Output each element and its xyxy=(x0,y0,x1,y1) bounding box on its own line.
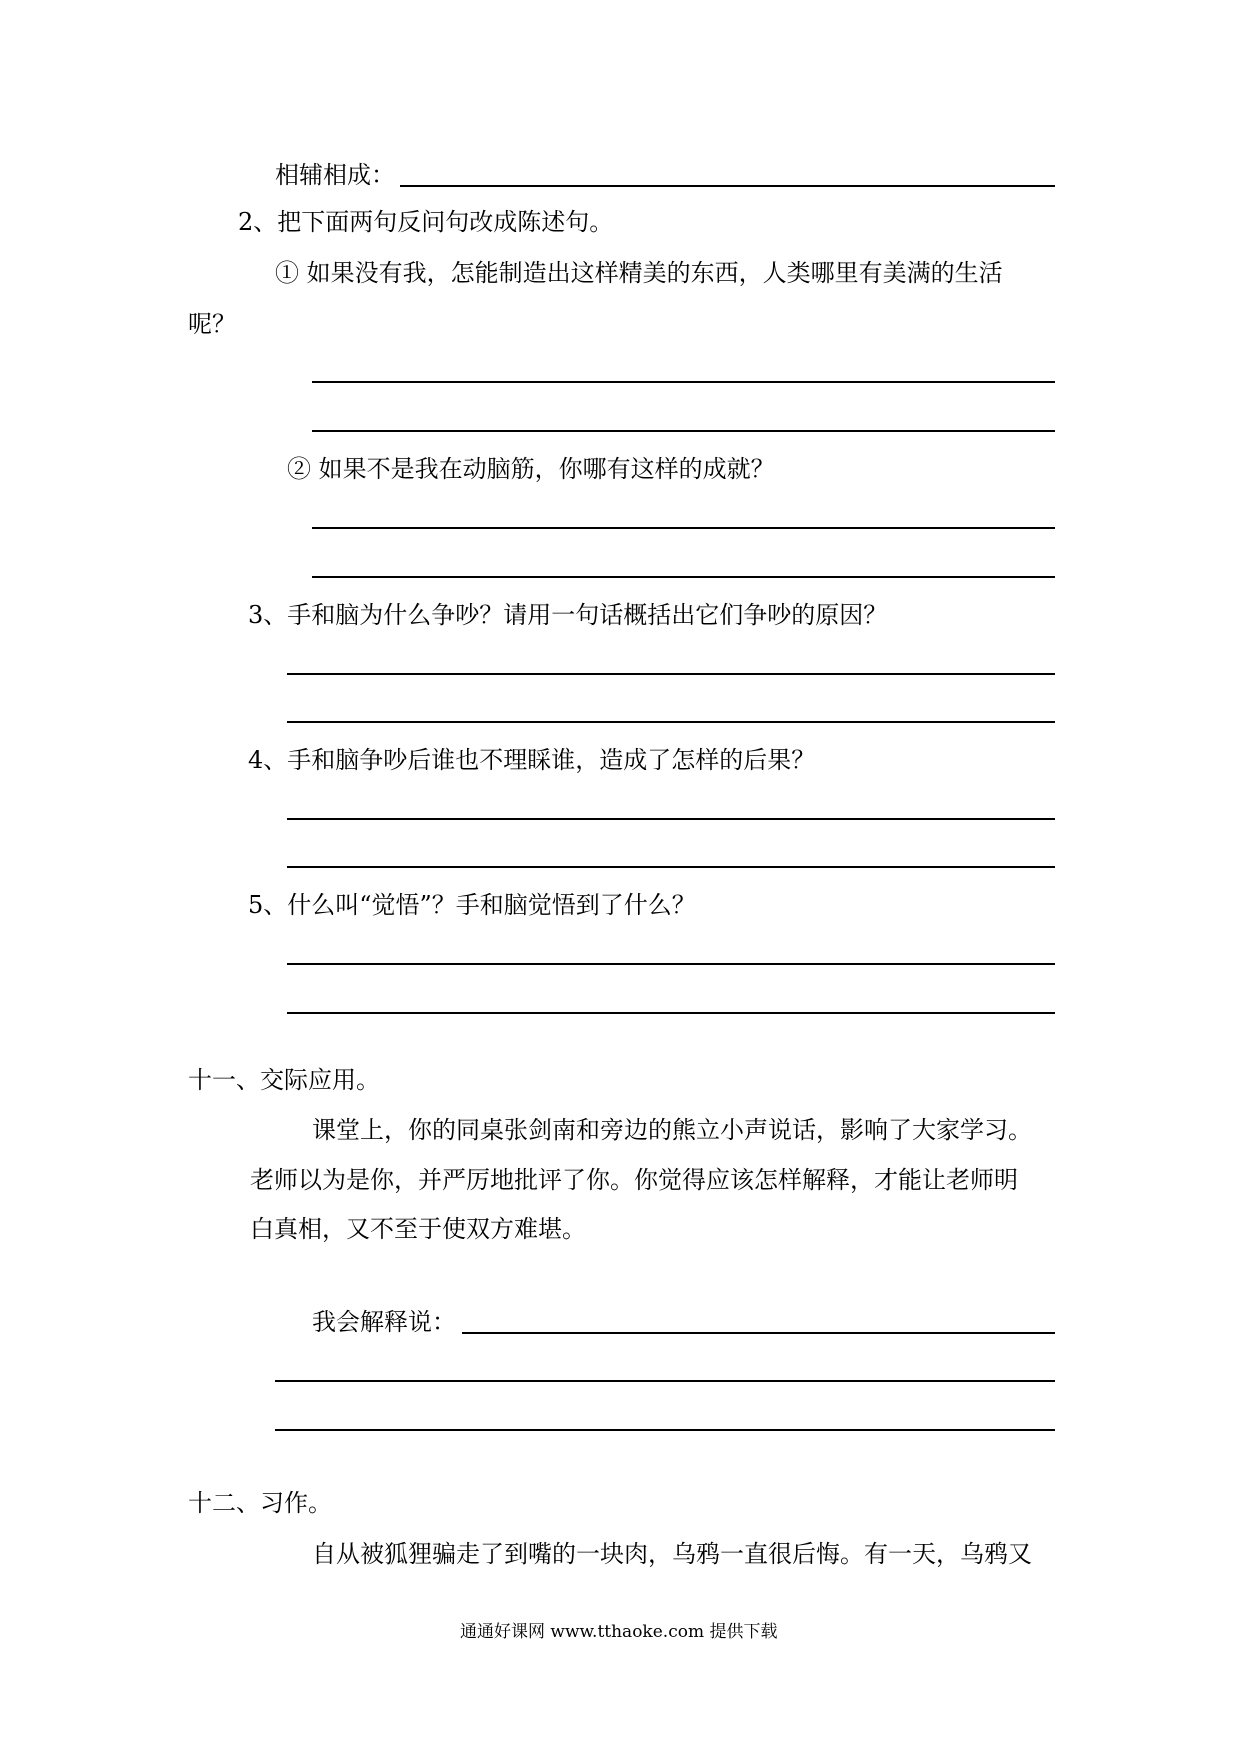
answer-line[interactable] xyxy=(275,1380,1055,1382)
section-11-title: 十一、交际应用。 xyxy=(188,1066,380,1094)
answer-line[interactable] xyxy=(312,527,1055,529)
answer-line[interactable] xyxy=(287,673,1055,675)
question-2-prompt: 2、把下面两句反问句改成陈述句。 xyxy=(238,208,614,236)
section-12-title: 十二、习作。 xyxy=(188,1489,332,1517)
page-footer: 通通好课网 www.tthaoke.com 提供下载 xyxy=(460,1622,778,1642)
answer-line[interactable] xyxy=(287,963,1055,965)
section-11-paragraph-line: 白真相，又不至于使双方难堪。 xyxy=(250,1215,586,1243)
answer-line[interactable] xyxy=(312,381,1055,383)
question-2-item-2: ② 如果不是我在动脑筋，你哪有这样的成就？ xyxy=(287,455,775,483)
section-12-paragraph-line: 自从被狐狸骗走了到嘴的一块肉，乌鸦一直很后悔。有一天，乌鸦又 xyxy=(312,1540,1032,1568)
question-3-prompt: 3、手和脑为什么争吵？请用一句话概括出它们争吵的原因？ xyxy=(248,601,888,629)
idiom-label: 相辅相成： xyxy=(275,161,395,189)
section-11-paragraph-line: 课堂上，你的同桌张剑南和旁边的熊立小声说话，影响了大家学习。 xyxy=(312,1116,1032,1144)
answer-line[interactable] xyxy=(287,818,1055,820)
section-11-paragraph-line: 老师以为是你，并严厉地批评了你。你觉得应该怎样解释，才能让老师明 xyxy=(250,1166,1018,1194)
answer-line[interactable] xyxy=(287,1012,1055,1014)
answer-line[interactable] xyxy=(462,1332,1055,1334)
answer-line[interactable] xyxy=(400,185,1055,187)
answer-line[interactable] xyxy=(275,1429,1055,1431)
answer-line[interactable] xyxy=(312,576,1055,578)
question-4-prompt: 4、手和脑争吵后谁也不理睬谁，造成了怎样的后果？ xyxy=(248,746,816,774)
answer-line[interactable] xyxy=(287,866,1055,868)
answer-label: 我会解释说： xyxy=(312,1308,456,1336)
answer-line[interactable] xyxy=(312,430,1055,432)
question-2-item-1-cont: 呢？ xyxy=(188,310,236,338)
question-5-prompt: 5、什么叫“觉悟”？手和脑觉悟到了什么？ xyxy=(248,891,696,919)
question-2-item-1: ① 如果没有我，怎能制造出这样精美的东西，人类哪里有美满的生活 xyxy=(275,259,1003,287)
answer-line[interactable] xyxy=(287,721,1055,723)
